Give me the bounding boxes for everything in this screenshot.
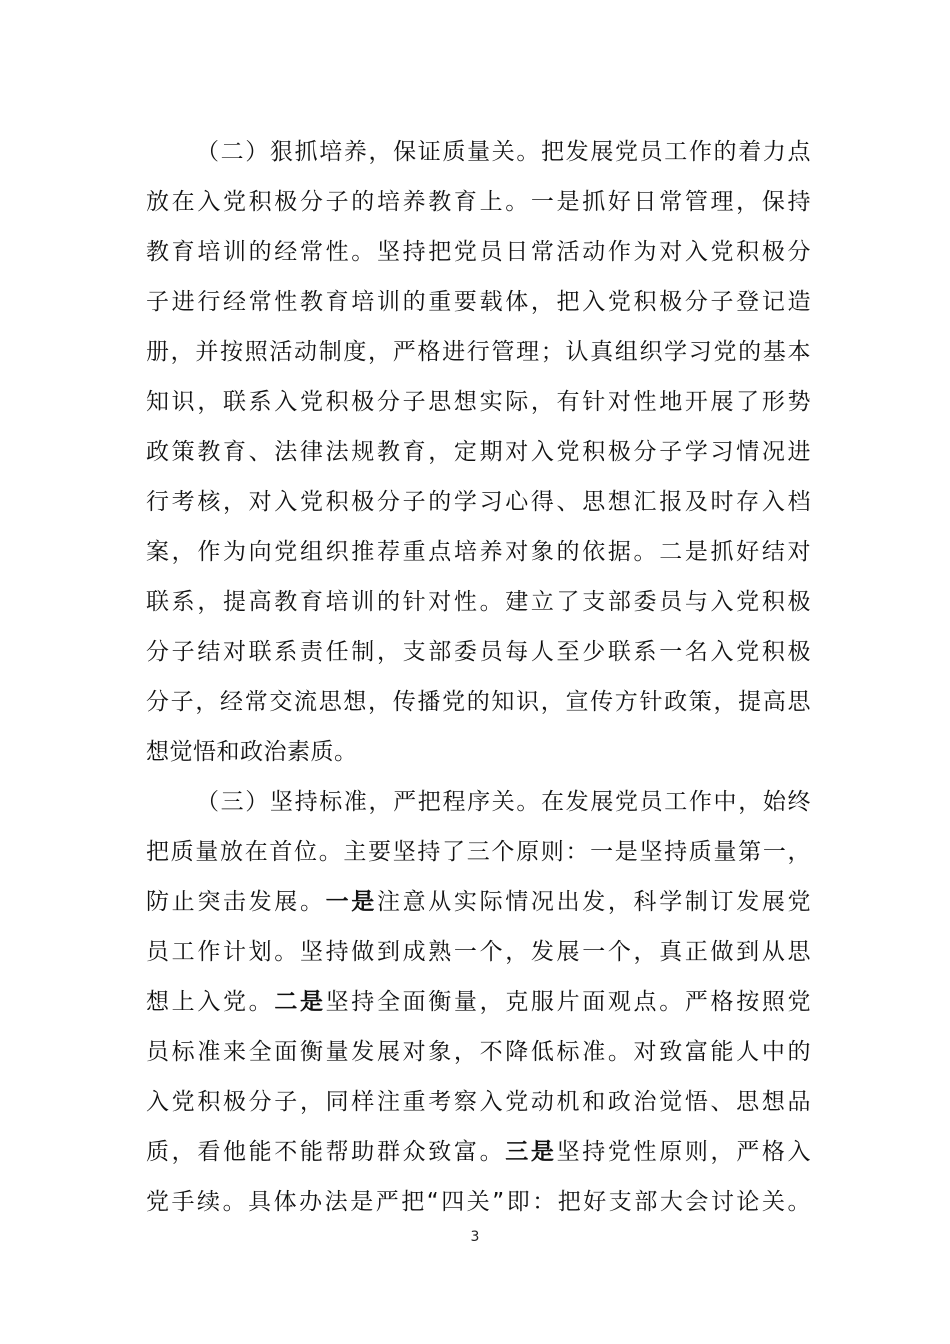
paragraph-3-line-1: （三）坚持标准，严把程序关。在发展党员工作中，始终	[196, 789, 811, 815]
paragraph-2-line-11: 分子结对联系责任制，支部委员每人至少联系一名入党积极	[146, 639, 811, 665]
paragraph-2-line-2: 放在入党积极分子的培养教育上。一是抓好日常管理，保持	[146, 189, 811, 215]
paragraph-2-line-1: （二）狠抓培养，保证质量关。把发展党员工作的着力点	[196, 139, 811, 165]
paragraph-2-line-8: 行考核，对入党积极分子的学习心得、思想汇报及时存入档	[146, 489, 811, 515]
paragraph-3-line-4: 员工作计划。坚持做到成熟一个，发展一个，真正做到从思	[146, 939, 811, 965]
paragraph-3-line-7: 入党积极分子，同样注重考察入党动机和政治觉悟、思想品	[146, 1089, 811, 1115]
line-text: 坚持党性原则，严格入	[556, 1139, 812, 1165]
bold-marker-first: 一是	[325, 889, 377, 915]
paragraph-3-line-8	[146, 1132, 811, 1172]
page-number: 3	[470, 1229, 480, 1245]
paragraph-2-line-5: 册，并按照活动制度，严格进行管理；认真组织学习党的基本	[146, 339, 811, 365]
paragraph-2-line-3: 教育培训的经常性。坚持把党员日常活动作为对入党积极分	[146, 239, 811, 265]
paragraph-2-line-13: 想觉悟和政治素质。	[146, 739, 358, 765]
bold-marker-second: 二是	[274, 989, 326, 1015]
paragraph-2-line-10: 联系，提高教育培训的针对性。建立了支部委员与入党积极	[146, 589, 811, 615]
paragraph-2-line-6: 知识，联系入党积极分子思想实际，有针对性地开展了形势	[146, 389, 811, 415]
paragraph-3-line-9: 党手续。具体办法是严把“四关”即：把好支部大会讨论关。	[146, 1189, 811, 1215]
bold-marker-third: 三是	[505, 1139, 557, 1165]
paragraph-2-line-7: 政策教育、法律法规教育，定期对入党积极分子学习情况进	[146, 439, 811, 465]
line-text: 防止突击发展。	[146, 889, 326, 915]
paragraph-2-line-4: 子进行经常性教育培训的重要载体，把入党积极分子登记造	[146, 289, 811, 315]
paragraph-3-line-2: 把质量放在首位。主要坚持了三个原则：一是坚持质量第一，	[146, 839, 811, 865]
paragraph-2-line-12: 分子，经常交流思想，传播党的知识，宣传方针政策，提高思	[146, 689, 811, 715]
paragraph-3-line-5	[146, 982, 811, 1022]
paragraph-3-line-6: 员标准来全面衡量发展对象，不降低标准。对致富能人中的	[146, 1039, 811, 1065]
paragraph-3-line-3	[146, 882, 811, 922]
paragraph-2-line-9: 案，作为向党组织推荐重点培养对象的依据。二是抓好结对	[146, 539, 811, 565]
line-text: 注意从实际情况出发，科学制订发展党	[376, 889, 812, 915]
line-text: 想上入党。	[146, 989, 275, 1015]
line-text: 坚持全面衡量，克服片面观点。严格按照党	[325, 989, 812, 1015]
line-text: 质，看他能不能帮助群众致富。	[146, 1139, 506, 1165]
